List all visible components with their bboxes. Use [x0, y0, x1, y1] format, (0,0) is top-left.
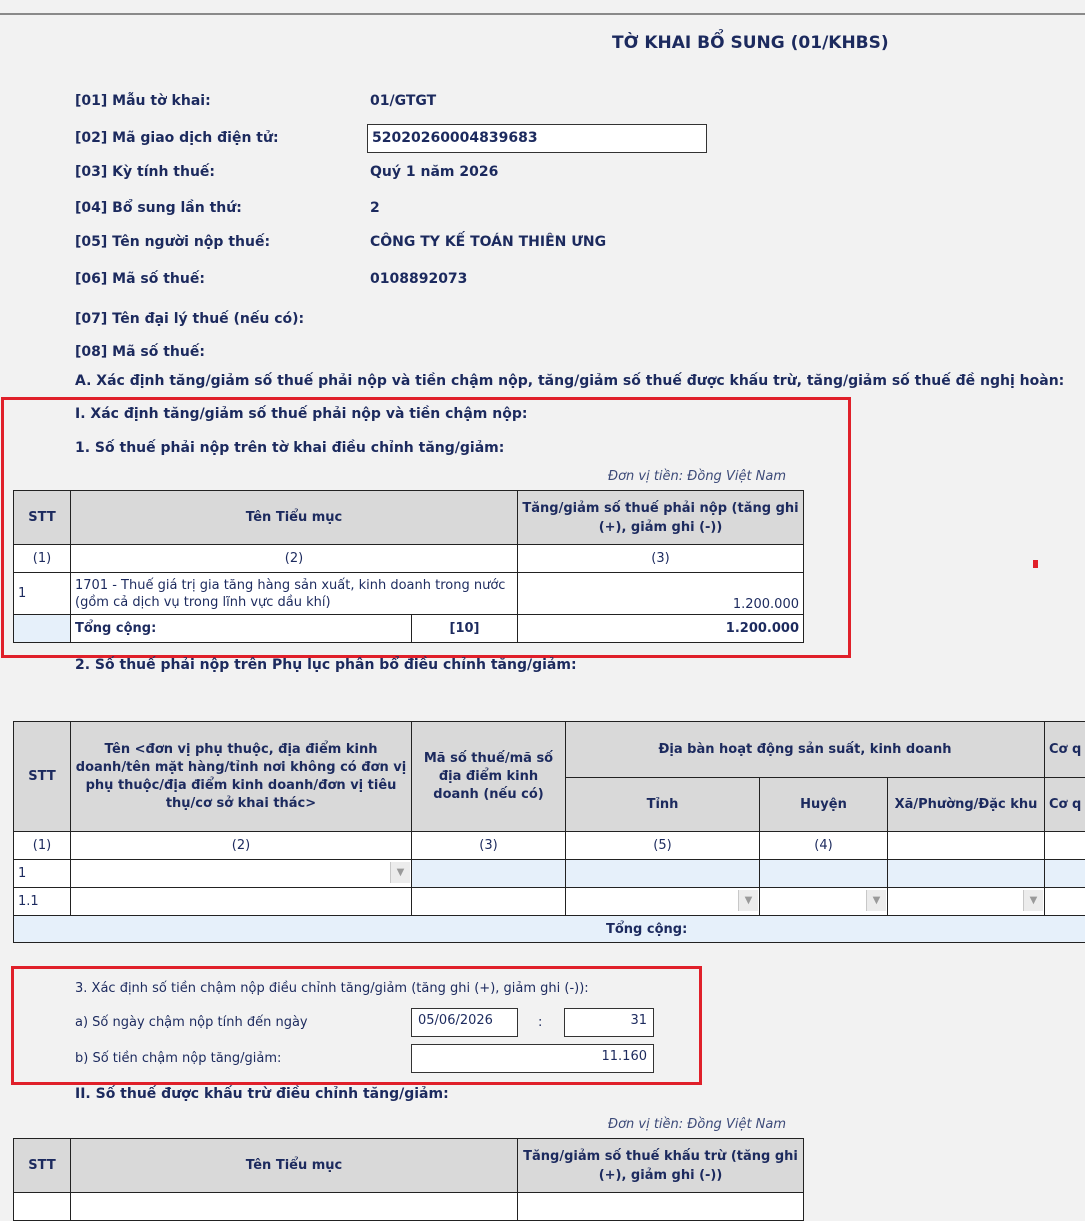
late-date-field[interactable]: 05/06/2026 [411, 1008, 518, 1037]
header-subitem-name: Tên Tiểu mục [71, 491, 518, 545]
index-cell: (1) [14, 832, 71, 860]
row-stt [14, 1193, 71, 1221]
province-cell[interactable] [566, 860, 760, 888]
row-stt: 1 [14, 860, 71, 888]
field-label-tax-code: [06] Mã số thuế: [75, 271, 205, 287]
index-cell-empty [1045, 832, 1085, 860]
row-stt: 1.1 [14, 888, 71, 916]
header-unit-name: Tên <đơn vị phụ thuộc, địa điểm kinh doanh/tên mặt hàng/tỉnh nơi không có đơn vị phụ thuộc/địa điểm kinh doanh/đơn vị tiêu thụ/cơ sở khai thác> [71, 722, 412, 832]
header-authority: Cơ q [1045, 722, 1085, 778]
header-tax-change: Tăng/giảm số thuế phải nộp (tăng ghi (+), giảm ghi (-)) [518, 491, 804, 545]
currency-unit-note-2: Đơn vị tiền: Đồng Việt Nam [608, 1117, 786, 1132]
tax-id-input[interactable] [412, 888, 566, 916]
row-deductible-change[interactable] [518, 1193, 804, 1221]
header-tax-id: Mã số thuế/mã số địa điểm kinh doanh (nếu có) [412, 722, 566, 832]
field-label-tax-agent: [07] Tên đại lý thuế (nếu có): [75, 311, 304, 327]
row-stt: 1 [14, 573, 71, 615]
ward-cell[interactable] [888, 860, 1045, 888]
authority-cell[interactable] [1045, 860, 1085, 888]
red-marker [1033, 560, 1038, 568]
district-select[interactable] [760, 888, 888, 916]
late-amount-field[interactable]: 11.160 [411, 1044, 654, 1073]
deductible-tax-table [13, 1138, 804, 1221]
authority-select[interactable] [1045, 888, 1085, 916]
allocation-table [13, 721, 1085, 943]
unit-select[interactable] [71, 860, 412, 888]
chevron-down-icon[interactable]: ▼ [1023, 890, 1043, 911]
unit-name-input[interactable] [71, 888, 412, 916]
index-cell-empty [888, 832, 1045, 860]
total-value: 1.200.000 [518, 615, 804, 643]
section-1-heading: 1. Số thuế phải nộp trên tờ khai điều chỉnh tăng/giảm: [75, 440, 504, 456]
field-value-form-template: 01/GTGT [370, 93, 436, 109]
header-district: Huyện [760, 778, 888, 832]
header-ward: Xã/Phường/Đặc khu [888, 778, 1045, 832]
late-payment-heading: 3. Xác định số tiền chậm nộp điều chỉnh tăng/giảm (tăng ghi (+), giảm ghi (-)): [75, 981, 589, 996]
late-days-label: a) Số ngày chậm nộp tính đến ngày [75, 1015, 308, 1030]
row-subitem-name: 1701 - Thuế giá trị gia tăng hàng sản xuất, kinh doanh trong nước (gồm cả dịch vụ trong lĩnh vực dầu khí) [71, 573, 518, 615]
index-cell: (3) [518, 545, 804, 573]
index-cell: (2) [71, 832, 412, 860]
tax-id-cell[interactable] [412, 860, 566, 888]
province-select[interactable] [566, 888, 760, 916]
total-label: Tổng cộng: [71, 615, 412, 643]
field-label-supplement-count: [04] Bổ sung lần thứ: [75, 200, 242, 216]
currency-unit-note: Đơn vị tiền: Đồng Việt Nam [608, 469, 786, 484]
field-label-transaction-code: [02] Mã giao dịch điện tử: [75, 130, 279, 146]
row-tax-change-input[interactable]: 1.200.000 [518, 573, 804, 615]
colon-separator: : [538, 1015, 542, 1030]
form-title: TỜ KHAI BỔ SUNG (01/KHBS) [612, 33, 889, 53]
ward-select[interactable] [888, 888, 1045, 916]
section-2-heading: 2. Số thuế phải nộp trên Phụ lục phân bổ điều chỉnh tăng/giảm: [75, 657, 577, 673]
index-cell: (2) [71, 545, 518, 573]
transaction-code-field[interactable]: 52020260004839683 [367, 124, 707, 153]
index-cell: (4) [760, 832, 888, 860]
field-value-tax-period: Quý 1 năm 2026 [370, 164, 498, 180]
header-stt: STT [14, 722, 71, 832]
field-value-tax-code: 0108892073 [370, 271, 467, 287]
header-province: Tỉnh [566, 778, 760, 832]
top-divider [0, 13, 1085, 15]
chevron-down-icon[interactable]: ▼ [866, 890, 886, 911]
header-stt: STT [14, 491, 71, 545]
tax-payable-table [13, 490, 804, 643]
header-business-area: Địa bàn hoạt động sản suất, kinh doanh [566, 722, 1045, 778]
chevron-down-icon[interactable]: ▼ [390, 862, 410, 883]
index-cell: (3) [412, 832, 566, 860]
field-value-taxpayer-name: CÔNG TY KẾ TOÁN THIÊN ƯNG [370, 234, 606, 250]
header-deductible-change: Tăng/giảm số thuế khấu trừ (tăng ghi (+), giảm ghi (-)) [518, 1139, 804, 1193]
field-label-form-template: [01] Mẫu tờ khai: [75, 93, 211, 109]
header-subitem-name: Tên Tiểu mục [71, 1139, 518, 1193]
section-i-heading: I. Xác định tăng/giảm số thuế phải nộp và tiền chậm nộp: [75, 406, 527, 422]
section-ii-heading: II. Số thuế được khấu trừ điều chỉnh tăng/giảm: [75, 1086, 449, 1102]
index-cell: (5) [566, 832, 760, 860]
index-cell: (1) [14, 545, 71, 573]
field-label-tax-period: [03] Kỳ tính thuế: [75, 164, 215, 180]
allocation-total-label: Tổng cộng: [14, 916, 1085, 943]
late-days-field[interactable]: 31 [564, 1008, 654, 1037]
header-stt: STT [14, 1139, 71, 1193]
total-stt-empty [14, 615, 71, 643]
header-authority-sub: Cơ q [1045, 778, 1085, 832]
late-amount-label: b) Số tiền chậm nộp tăng/giảm: [75, 1051, 281, 1066]
district-cell[interactable] [760, 860, 888, 888]
total-code: [10] [412, 615, 518, 643]
field-label-taxpayer-name: [05] Tên người nộp thuế: [75, 234, 270, 250]
field-label-agent-tax-code: [08] Mã số thuế: [75, 344, 205, 360]
field-value-supplement-count: 2 [370, 200, 380, 216]
section-a-heading: A. Xác định tăng/giảm số thuế phải nộp và tiền chậm nộp, tăng/giảm số thuế được khấu trừ, tăng/giảm số thuế đề nghị hoàn: [75, 373, 1064, 389]
chevron-down-icon[interactable]: ▼ [738, 890, 758, 911]
row-subitem-name [71, 1193, 518, 1221]
